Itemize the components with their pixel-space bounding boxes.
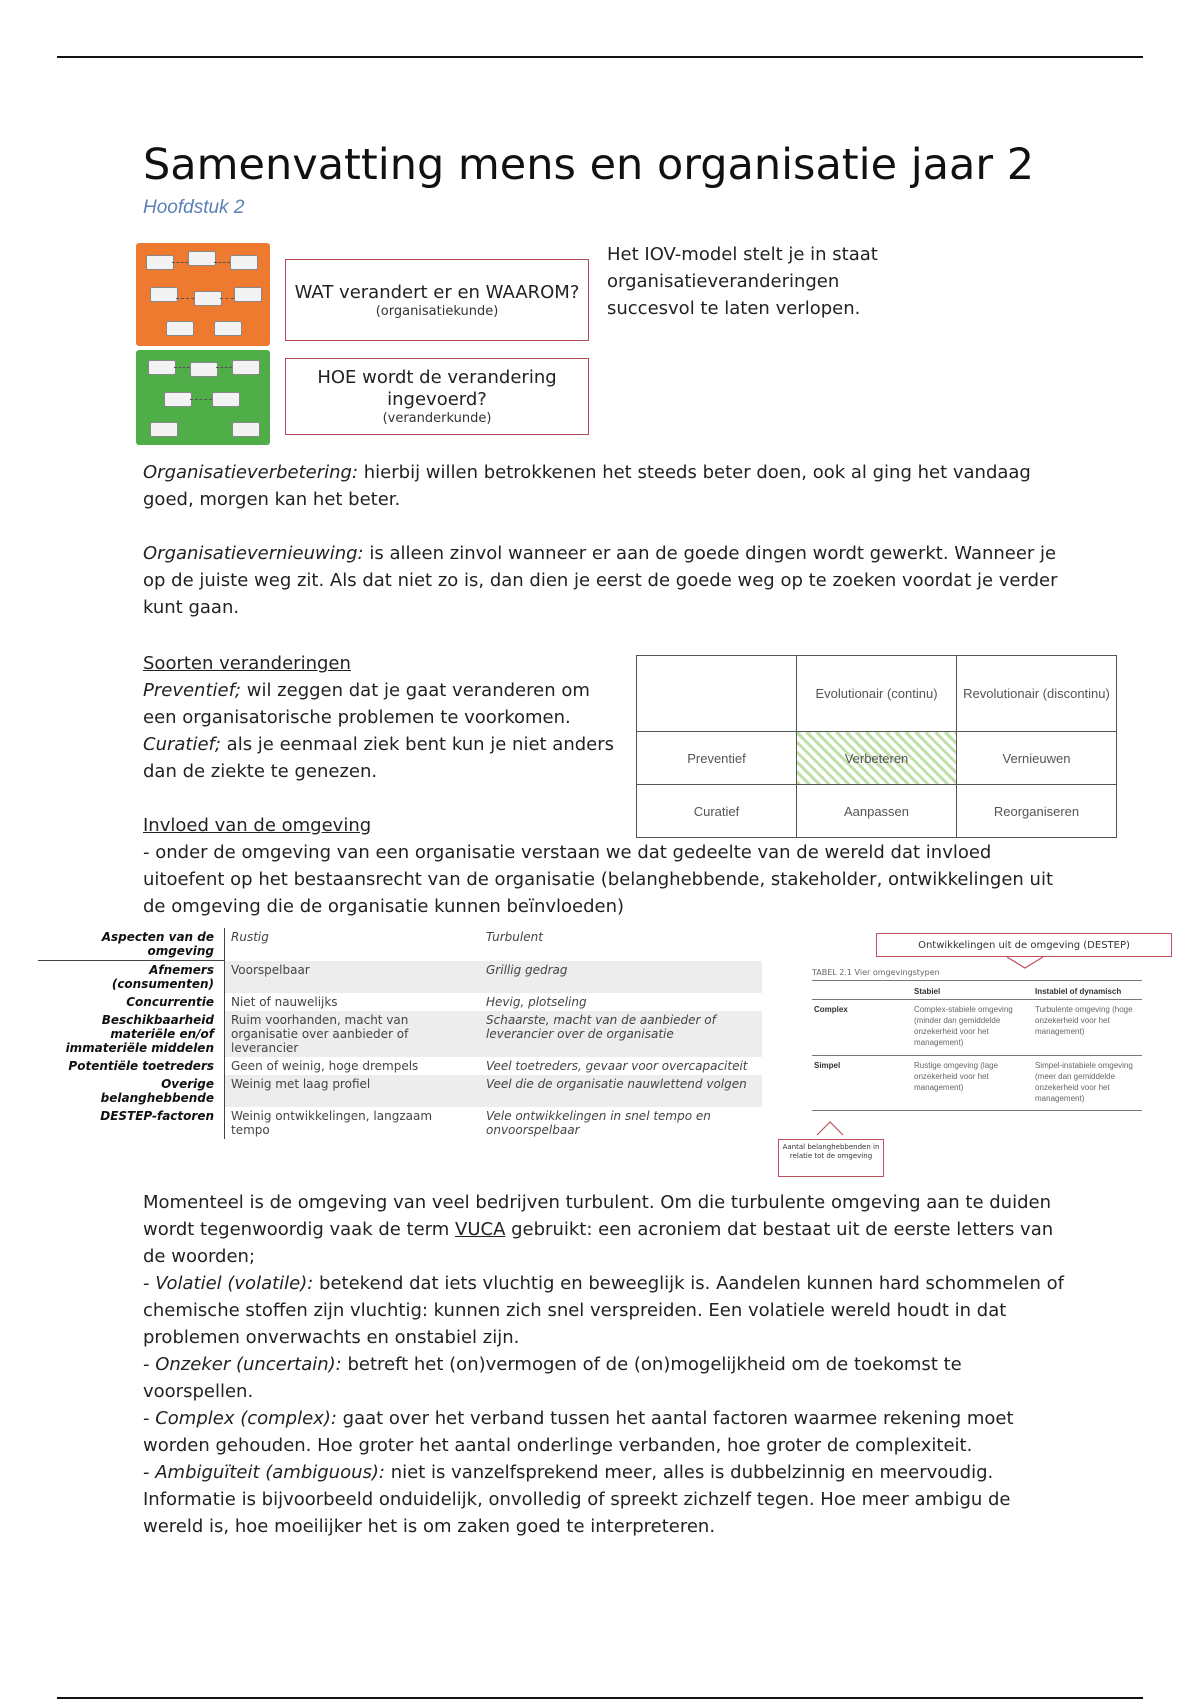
iov-box-hoe: HOE wordt de verandering ingevoerd? (veranderkunde) (285, 358, 589, 435)
figure-row-header: Simpel (814, 1061, 841, 1070)
vuca-item-volatiel: - Volatiel (volatile): betekend dat iets vluchtig en beweeglijk is. Aandelen kunnen hard schommelen of chemische stoffen zijn vluchtig: kunnen zich snel verspreiden. Een volatiele wereld houdt in dat problemen onverwachts en onstabiel zijn. (143, 1273, 1064, 1348)
vernieuwing-term: Organisatievernieuwing: (143, 543, 364, 564)
change-types-table (636, 655, 1117, 838)
table-row (38, 1075, 762, 1107)
figure-rule (812, 980, 1142, 981)
figure-col-header: Instabiel of dynamisch (1035, 987, 1122, 996)
table-cell: Reorganiseren (957, 785, 1117, 838)
invloed-section (143, 812, 1068, 920)
figure-cell: Rustige omgeving (lage onzekerheid voor het management) (914, 1061, 999, 1092)
table-row (38, 1057, 762, 1075)
table-cell: Aanpassen (797, 785, 957, 838)
table-header: Aspecten van de omgeving (38, 928, 225, 961)
belanghebbenden-callout-box: Aantal belanghebbenden in relatie tot de omgeving (778, 1139, 884, 1177)
table-cell: Potentiële toetreders (38, 1057, 225, 1075)
vernieuwing-text: is alleen zinvol wanneer er aan de goede dingen wordt gewerkt. Wanneer je op de juiste weg zit. Als dat niet zo is, dan dien je eerst de goede weg op te zoeken voordat je verder kunt gaan. (143, 543, 1058, 618)
curatief-paragraph: Curatief; als je eenmaal ziek bent kun je niet anders dan de ziekte te genezen. (143, 734, 615, 782)
table-row (38, 961, 762, 994)
table-cell: Afnemers (consumenten) (38, 961, 225, 994)
table-cell: Weinig ontwikkelingen, langzaam tempo (231, 1109, 433, 1137)
destep-callout-box: Ontwikkelingen uit de omgeving (DESTEP) (876, 933, 1172, 957)
figure-rule (812, 999, 1142, 1000)
omgeving-aspects-table (38, 928, 763, 1139)
table-cell: Veel toetreders, gevaar voor overcapaciteit (486, 1059, 748, 1073)
figure-rule (812, 1110, 1142, 1111)
iov-organisatiekunde-diagram (136, 243, 270, 346)
table-cell: Revolutionair (discontinu) (957, 656, 1117, 732)
figure-rule (812, 1055, 1142, 1056)
table-cell: Schaarste, macht van de aanbieder of leverancier over de organisatie (480, 1011, 762, 1057)
vuca-term: VUCA (455, 1219, 506, 1240)
table-cell: Veel die de organisatie nauwlettend volgen (480, 1075, 762, 1107)
figure-col-header: Stabiel (914, 987, 941, 996)
vuca-intro: Momenteel is de omgeving van veel bedrijven turbulent. Om die turbulente omgeving aan te duiden wordt tegenwoordig vaak de term VUCA gebruikt: een acroniem dat bestaat uit de eerste letters van de woorden; (143, 1192, 1054, 1267)
callout-arrow-up-icon (815, 1120, 845, 1136)
soorten-heading: Soorten veranderingen (143, 653, 351, 674)
table-cell: Geen of weinig, hoge drempels (231, 1059, 419, 1073)
bottom-rule (57, 1697, 1143, 1699)
iov-description: Het IOV-model stelt je in staat organisatieveranderingen succesvol te laten verlopen. (607, 244, 878, 319)
table-row (38, 1011, 762, 1057)
table-cell: Curatief (637, 785, 797, 838)
vuca-item-onzeker: - Onzeker (uncertain): betreft het (on)vermogen of de (on)mogelijkheid om de toekomst te voorspellen. (143, 1354, 962, 1402)
table-row (637, 656, 1117, 732)
top-rule (57, 56, 1143, 58)
table-row (38, 1107, 762, 1139)
figure-cell: Simpel-instabiele omgeving (meer dan gemiddelde onzekerheid voor het management) (1035, 1061, 1133, 1103)
soorten-section (143, 650, 618, 785)
table-cell: DESTEP-factoren (38, 1107, 225, 1139)
figure-cell: Turbulente omgeving (hoge onzekerheid voor het management) (1035, 1005, 1133, 1036)
figure-row-header: Complex (814, 1005, 848, 1014)
verbetering-text: hierbij willen betrokkenen het steeds beter doen, ook al ging het vandaag goed, morgen kan het beter. (143, 462, 1031, 510)
callout-arrow-down-icon (1005, 956, 1045, 970)
iov-box-wat-waarom: WAT verandert er en WAAROM? (organisatiekunde) (285, 259, 589, 341)
table-cell: Beschikbaarheid materiële en/of immateriële middelen (38, 1011, 225, 1057)
table-row (38, 993, 762, 1011)
iov-veranderkunde-diagram (136, 350, 270, 445)
table-header-row (38, 928, 762, 961)
table-row (637, 732, 1117, 785)
table-cell: Overige belanghebbende (38, 1075, 225, 1107)
table-header: Rustig (231, 930, 269, 944)
table-cell: Weinig met laag profiel (225, 1075, 481, 1107)
vuca-section (143, 1189, 1073, 1540)
invloed-text: - onder de omgeving van een organisatie verstaan we dat gedeelte van de wereld dat invloed uitoefent op het bestaansrecht van de organisatie (belanghebbende, stakeholder, ontwikkelingen uit de omgeving die de organisatie kunnen beïnvloeden) (143, 842, 1054, 917)
invloed-heading: Invloed van de omgeving (143, 815, 372, 836)
figure-cell: Complex-stabiele omgeving (minder dan gemiddelde onzekerheid voor het management) (914, 1005, 1013, 1047)
table-cell: Preventief (637, 732, 797, 785)
table-cell: Evolutionair (continu) (797, 656, 957, 732)
table-cell (637, 656, 797, 732)
vuca-item-ambiguiteit: - Ambiguïteit (ambiguous): niet is vanzelfsprekend meer, alles is dubbelzinnig en meervoudig. Informatie is bijvoorbeeld onduidelijk, onvolledig of spreekt zichzelf tegen. Hoe meer ambigu de wereld is, hoe moeilijker het is om zaken goed te interpreteren. (143, 1462, 1011, 1537)
table-cell: Ruim voorhanden, macht van organisatie over aanbieder of leverancier (225, 1011, 481, 1057)
vernieuwing-paragraph (143, 540, 1068, 621)
verbetering-paragraph (143, 459, 1068, 513)
page-title: Samenvatting mens en organisatie jaar 2 (143, 140, 1035, 190)
figure-caption: TABEL 2.1 Vier omgevingstypen (812, 968, 940, 977)
table-cell: Grillig gedrag (480, 961, 762, 994)
table-cell: Niet of nauwelijks (231, 995, 338, 1009)
table-cell: Voorspelbaar (225, 961, 481, 994)
chapter-subtitle: Hoofdstuk 2 (143, 197, 245, 218)
vuca-item-complex: - Complex (complex): gaat over het verband tussen het aantal factoren waarmee rekening moet worden gehouden. Hoe groter het aantal onderlinge verbanden, hoe groter de complexiteit. (143, 1408, 1014, 1456)
table-cell: Vernieuwen (957, 732, 1117, 785)
table-cell: Verbeteren (797, 732, 957, 785)
table-cell: Concurrentie (38, 993, 225, 1011)
preventief-paragraph: Preventief; wil zeggen dat je gaat veranderen om een organisatorische problemen te voorkomen. (143, 680, 590, 728)
verbetering-term: Organisatieverbetering: (143, 462, 359, 483)
table-cell: Vele ontwikkelingen in snel tempo en onvoorspelbaar (486, 1109, 711, 1137)
table-header: Turbulent (486, 930, 543, 944)
table-cell: Hevig, plotseling (486, 995, 587, 1009)
